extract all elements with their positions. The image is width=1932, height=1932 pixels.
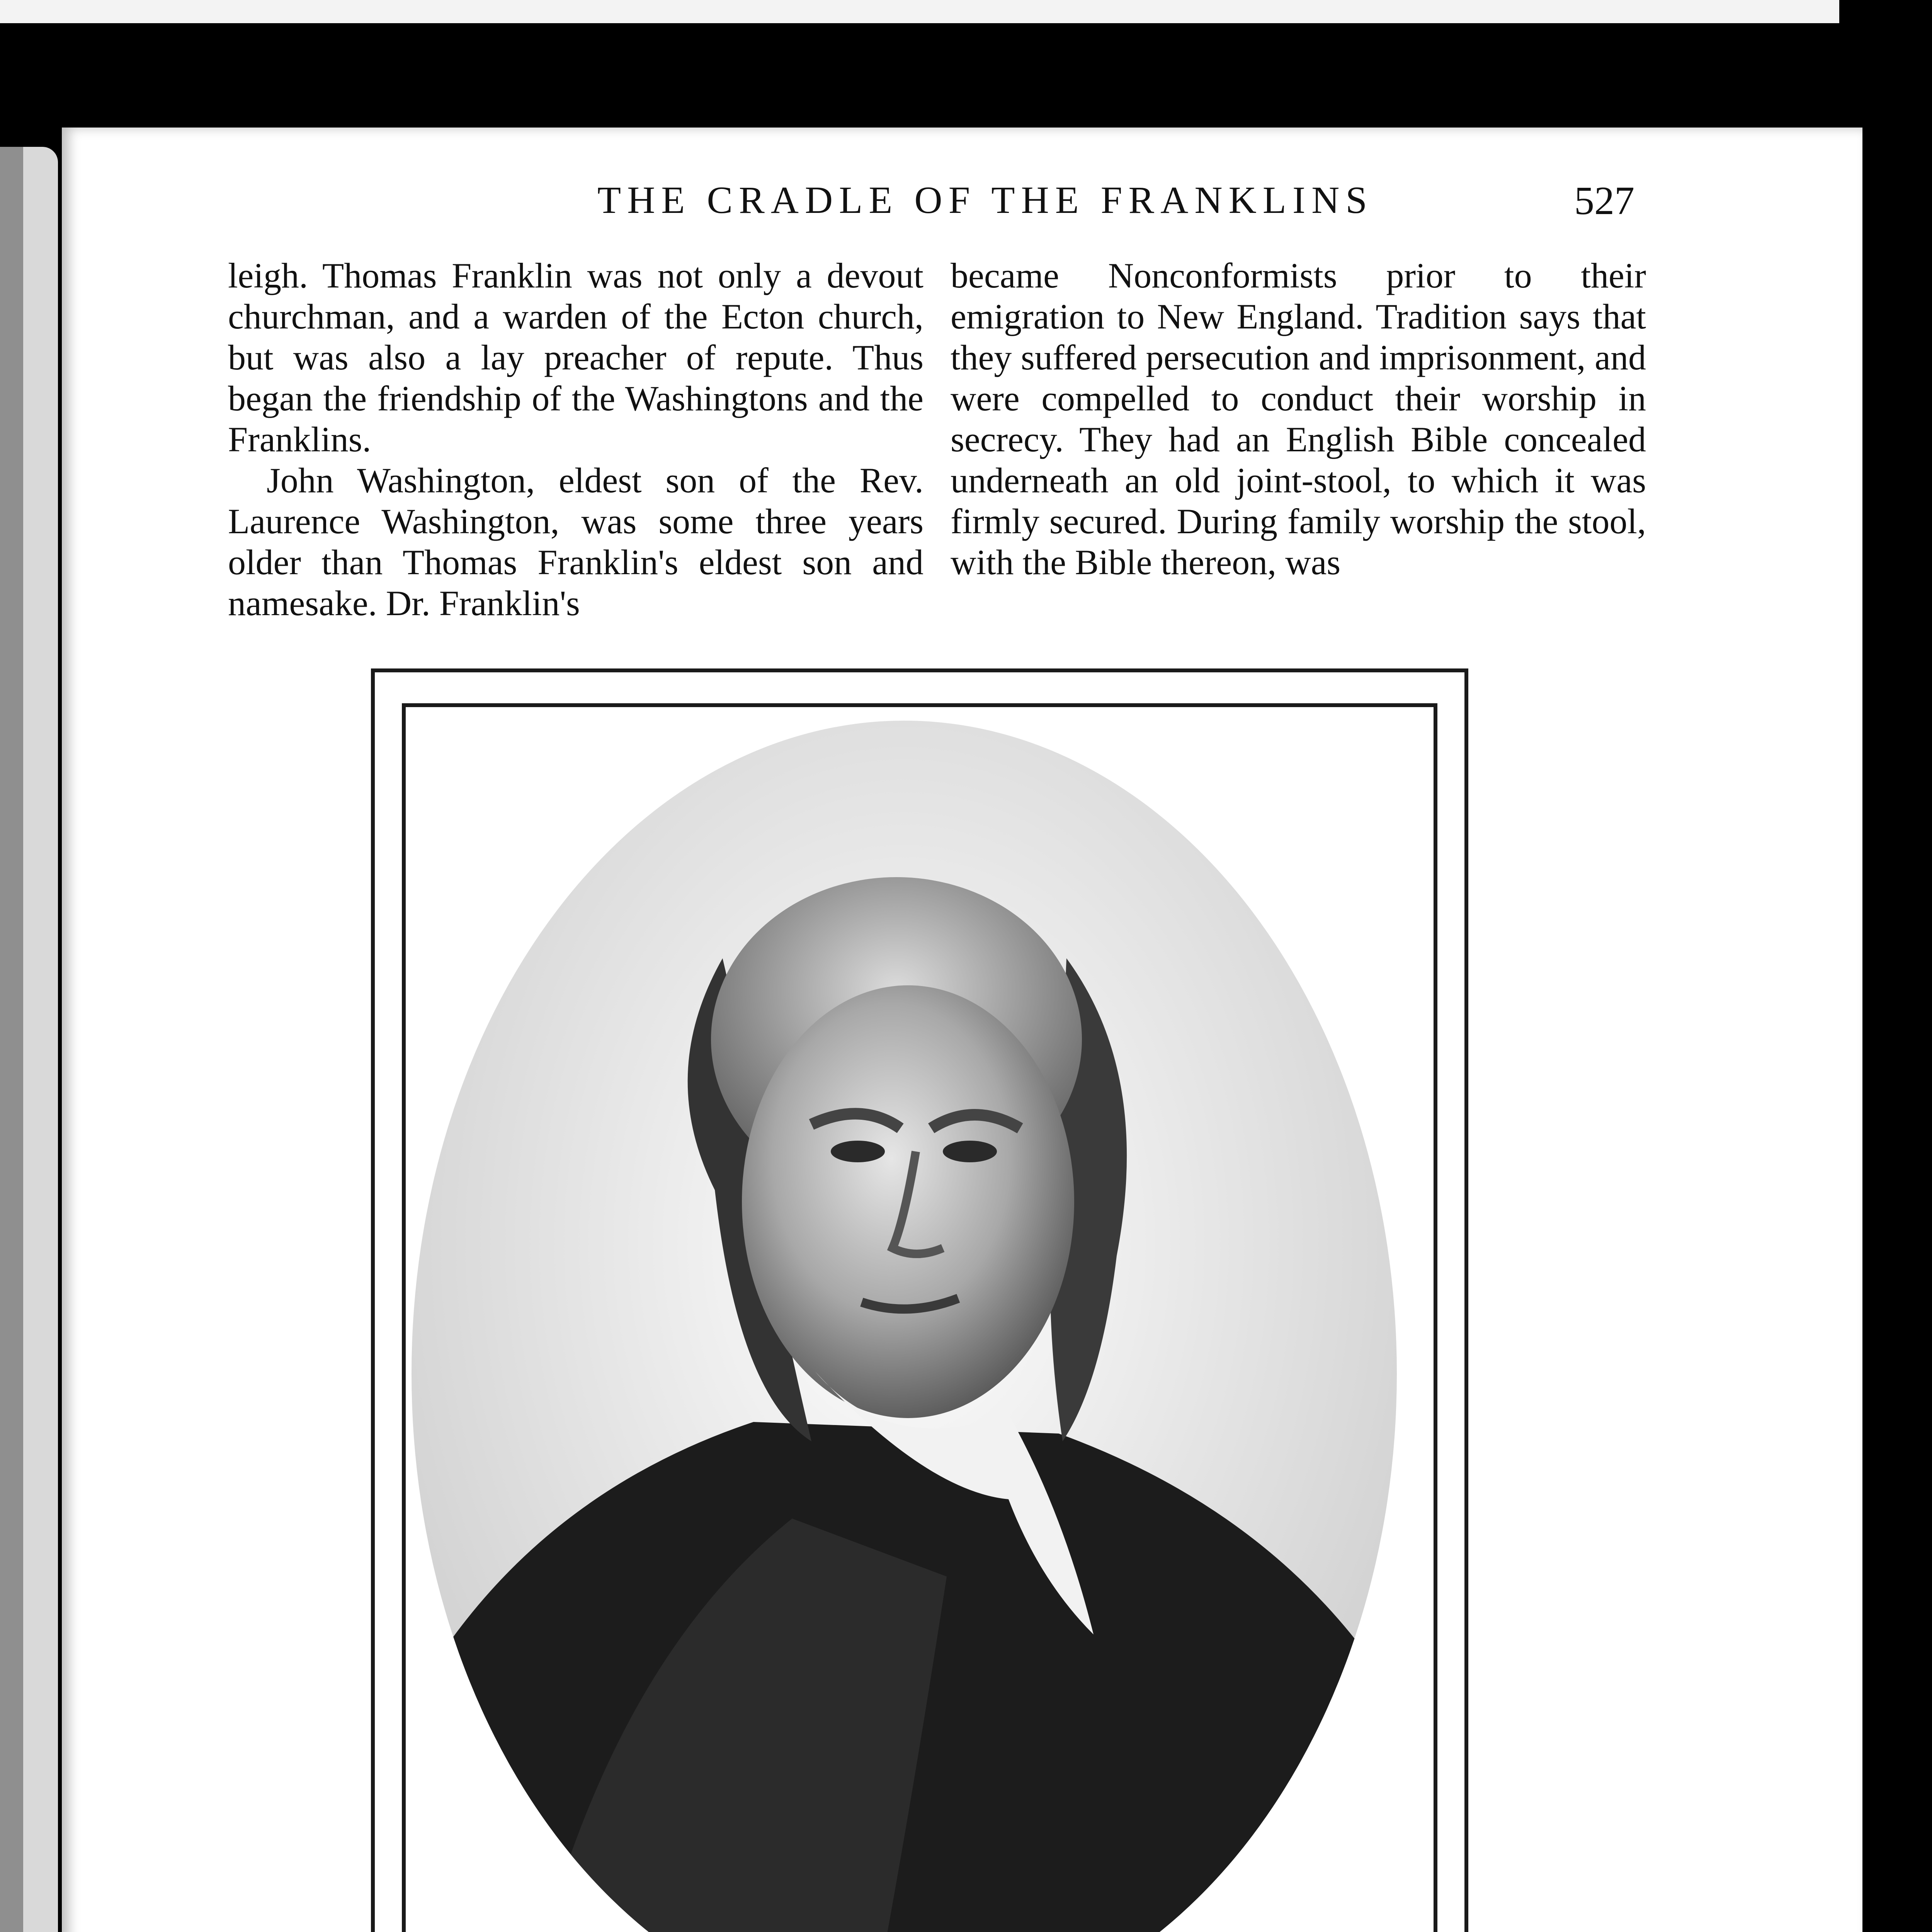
adjacent-sheet-edge (0, 0, 1839, 23)
page-header (0, 178, 1932, 236)
running-head: THE CRADLE OF THE FRANKLINS (597, 179, 1373, 221)
right-eye (943, 1141, 997, 1162)
text-column-top-left (228, 255, 923, 624)
paragraph: became Nonconformists prior to their emigration to New England. Tradition says that they suffered persecution and imprisonment, and were compelled to conduct their worship in secrecy. They had an English Bible concealed underneath an old joint-stool, to which it was firmly secured. During family worship the stool, with the Bible thereon, was (951, 256, 1646, 582)
paragraph: John Washington, eldest son of the Rev. Laurence Washington, was some three years older than Thomas Franklin's eldest son and namesake. Dr. Franklin's (228, 461, 923, 623)
page-number: 527 (1574, 179, 1634, 223)
paragraph: leigh. Thomas Franklin was not only a devout churchman, and a warden of the Ecton church, but was also a lay preacher of repute. Thus began the friendship of the Washingtons and the Franklins. (228, 256, 923, 459)
text-column-top-right (951, 255, 1646, 583)
franklin-portrait-image (406, 707, 1426, 1932)
book-gutter (0, 147, 23, 1932)
left-eye (831, 1141, 885, 1162)
